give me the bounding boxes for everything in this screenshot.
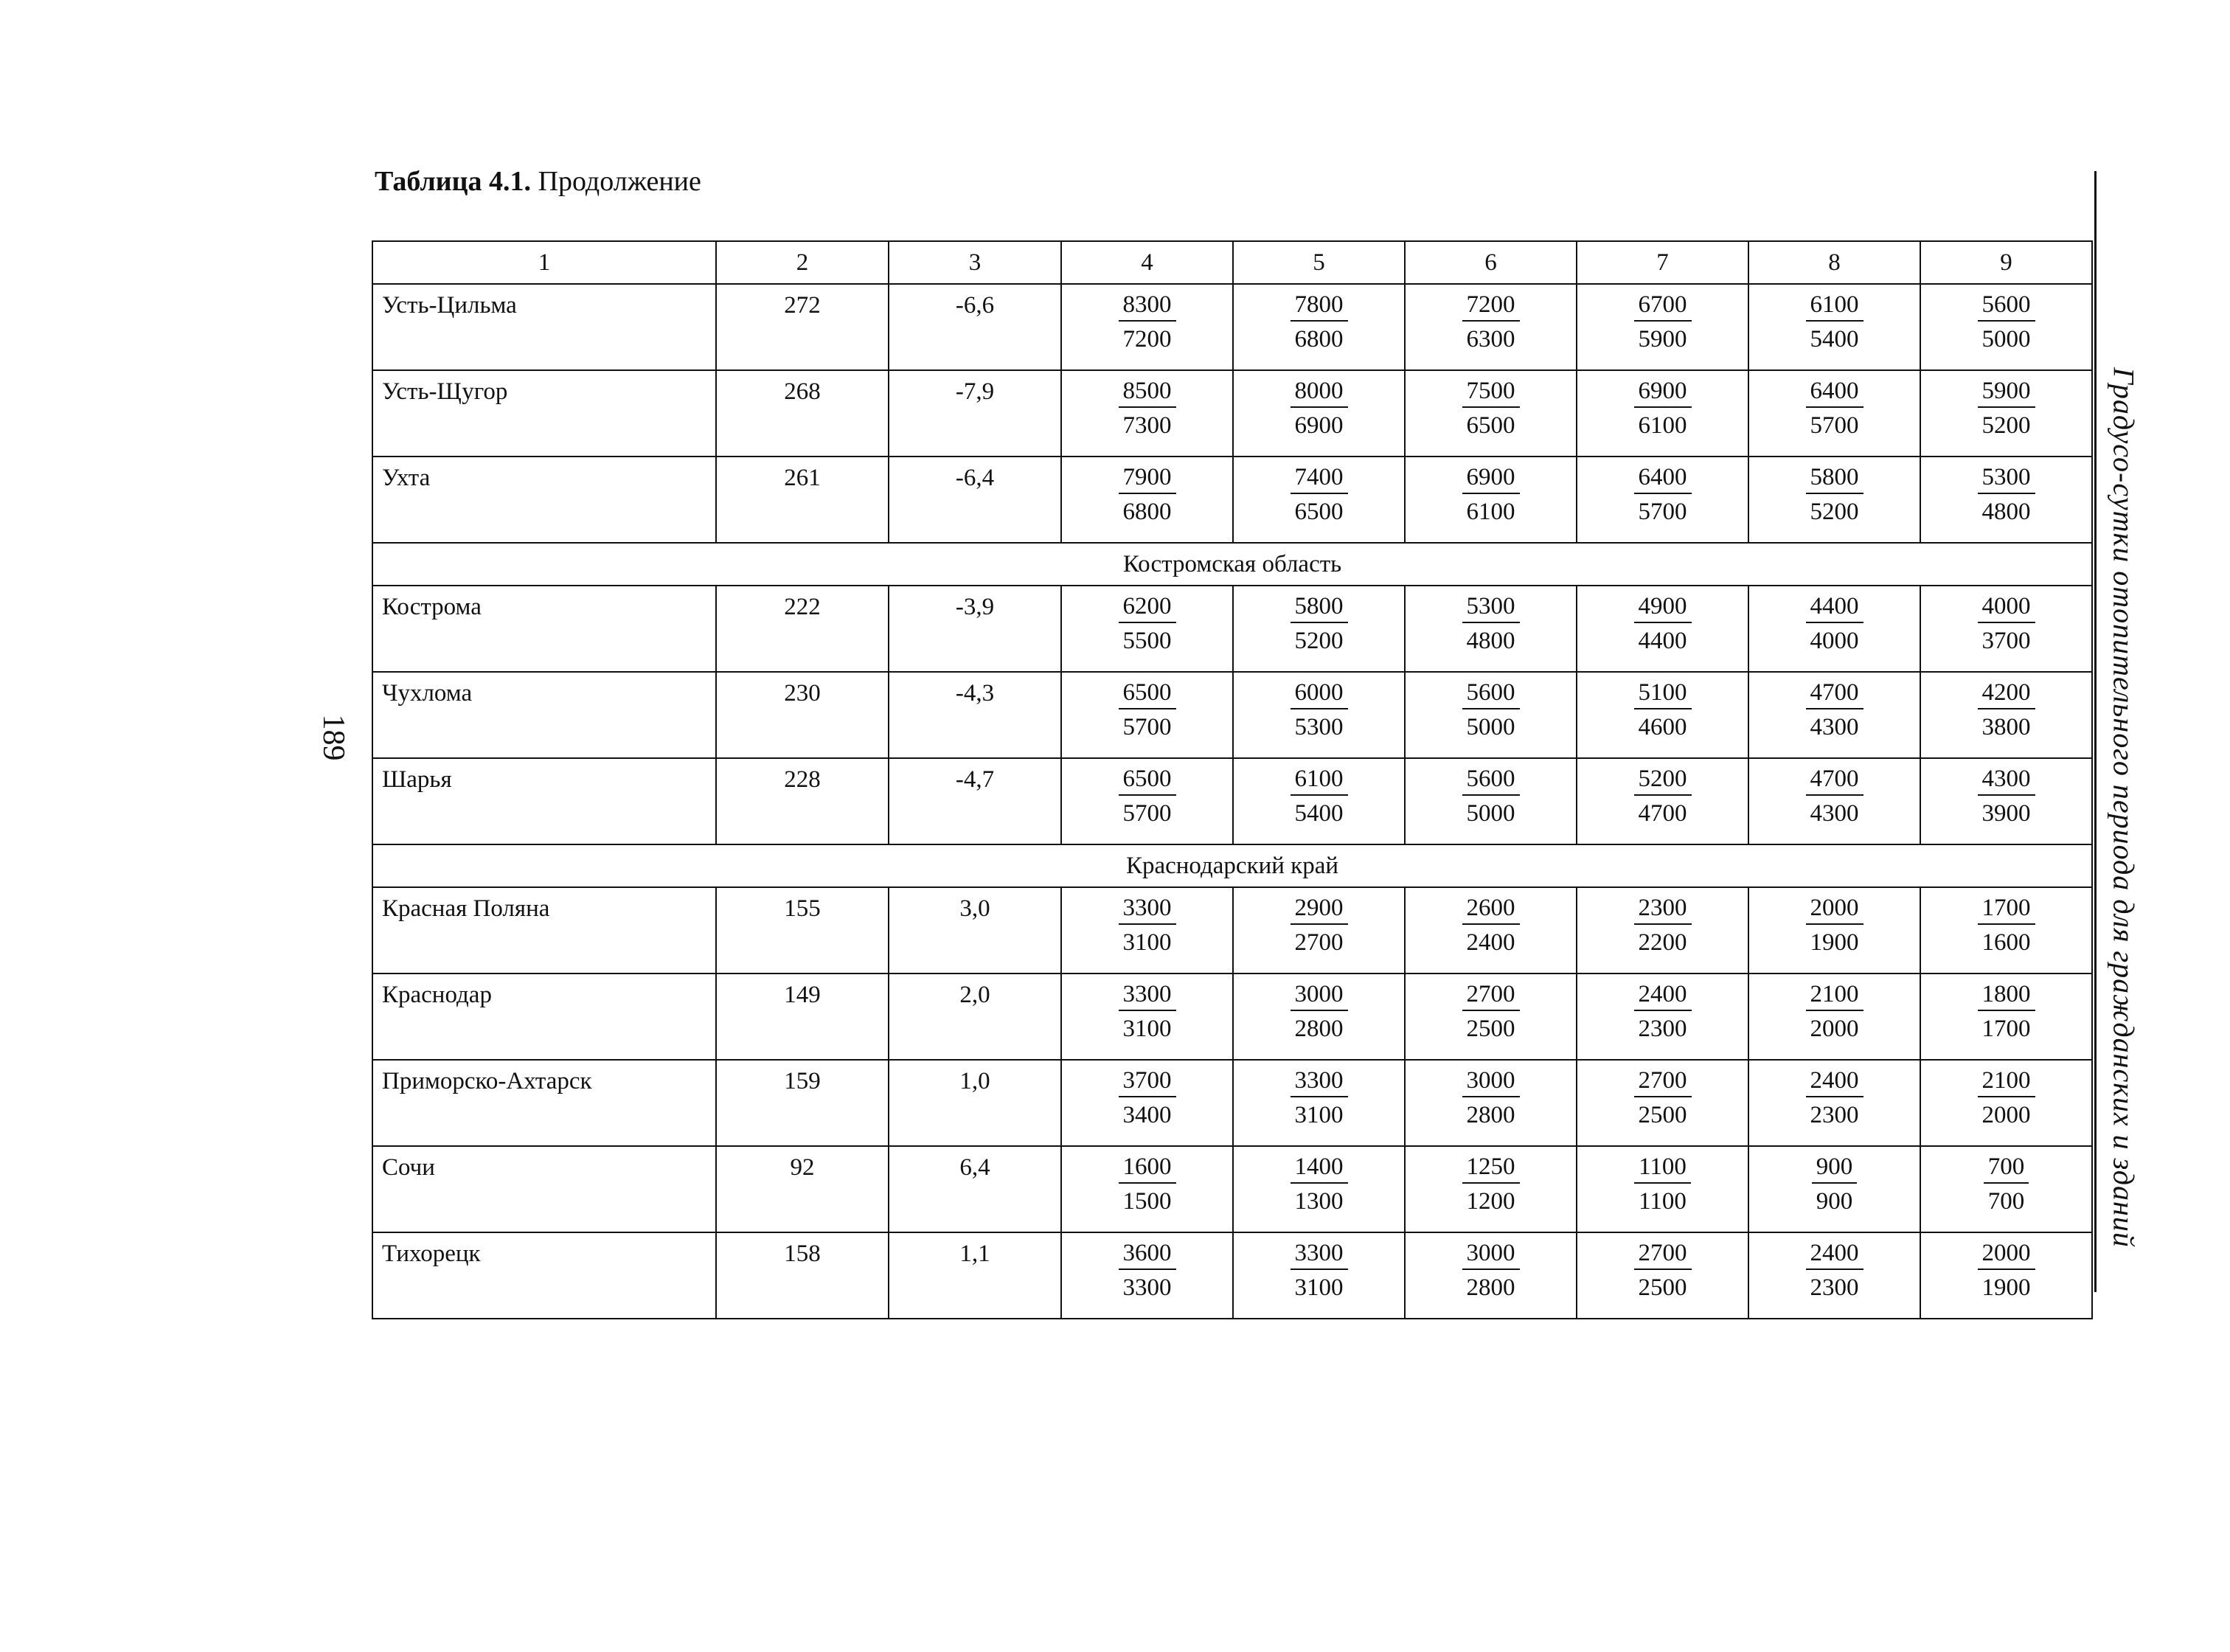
- settlement-name: Кострома: [372, 586, 716, 672]
- degree-days-cell: [1748, 758, 1920, 844]
- fraction-denominator: 7300: [1122, 412, 1172, 439]
- degree-days-cell: [1920, 1146, 2092, 1232]
- fraction-numerator: 1800: [1978, 980, 2035, 1011]
- fraction-numerator: 6500: [1119, 765, 1176, 796]
- degree-days-cell: [1920, 586, 2092, 672]
- value-col-2: 261: [716, 457, 889, 543]
- fraction-denominator: 5700: [1122, 714, 1172, 740]
- column-header: 5: [1233, 241, 1405, 284]
- fraction-denominator: 5200: [1810, 499, 1859, 525]
- degree-days-cell: [1748, 1232, 1920, 1319]
- value-col-2: 149: [716, 974, 889, 1060]
- degree-days-cell: [1748, 457, 1920, 543]
- value-col-2: 158: [716, 1232, 889, 1319]
- degree-days-cell: [1061, 457, 1233, 543]
- settlement-name: Сочи: [372, 1146, 716, 1232]
- fraction-denominator: 3300: [1122, 1274, 1172, 1301]
- degree-days-cell: [1405, 672, 1577, 758]
- fraction-numerator: 2300: [1634, 894, 1692, 925]
- fraction-numerator: 3600: [1119, 1239, 1176, 1270]
- value-col-2: 272: [716, 284, 889, 370]
- fraction-numerator: 2600: [1462, 894, 1520, 925]
- table-row: [372, 370, 2092, 457]
- degree-days-cell: [1061, 974, 1233, 1060]
- degree-days-cell: [1233, 974, 1405, 1060]
- settlement-name: Усть-Цильма: [372, 284, 716, 370]
- table-row: [372, 284, 2092, 370]
- fraction-denominator: 2300: [1810, 1102, 1859, 1128]
- degree-days-cell: [1577, 887, 1748, 974]
- fraction-numerator: 3300: [1119, 980, 1176, 1011]
- fraction-denominator: 2300: [1638, 1016, 1687, 1042]
- fraction-numerator: 4000: [1978, 592, 2035, 623]
- fraction-denominator: 5400: [1810, 326, 1859, 353]
- column-header: 4: [1061, 241, 1233, 284]
- degree-days-cell: [1405, 284, 1577, 370]
- column-header: 6: [1405, 241, 1577, 284]
- fraction-denominator: 2800: [1466, 1274, 1515, 1301]
- fraction-denominator: 4800: [1466, 628, 1515, 654]
- fraction-denominator: 3100: [1294, 1274, 1344, 1301]
- table-row: [372, 672, 2092, 758]
- fraction-numerator: 5300: [1978, 463, 2035, 494]
- column-header: 7: [1577, 241, 1748, 284]
- fraction-numerator: 7900: [1119, 463, 1176, 494]
- fraction-denominator: 3800: [1981, 714, 2031, 740]
- fraction-numerator: 6900: [1634, 377, 1692, 408]
- value-col-2: 159: [716, 1060, 889, 1146]
- fraction-denominator: 900: [1816, 1188, 1853, 1215]
- fraction-numerator: 3000: [1291, 980, 1348, 1011]
- column-header: 3: [889, 241, 1061, 284]
- region-row: [372, 844, 2092, 887]
- fraction-numerator: 3300: [1119, 894, 1176, 925]
- fraction-denominator: 700: [1987, 1188, 2025, 1215]
- fraction-denominator: 5700: [1122, 800, 1172, 827]
- settlement-name: Шарья: [372, 758, 716, 844]
- degree-days-cell: [1748, 1146, 1920, 1232]
- fraction-numerator: 6200: [1119, 592, 1176, 623]
- degree-days-cell: [1405, 887, 1577, 974]
- fraction-denominator: 6100: [1638, 412, 1687, 439]
- value-col-3: -6,6: [889, 284, 1061, 370]
- degree-days-cell: [1577, 974, 1748, 1060]
- fraction-numerator: 2400: [1806, 1066, 1863, 1097]
- heating-degree-days-table: [372, 240, 2093, 1319]
- degree-days-cell: [1061, 284, 1233, 370]
- settlement-name: Краснодар: [372, 974, 716, 1060]
- degree-days-cell: [1233, 457, 1405, 543]
- fraction-denominator: 6800: [1294, 326, 1344, 353]
- settlement-name: Тихорецк: [372, 1232, 716, 1319]
- degree-days-cell: [1405, 974, 1577, 1060]
- fraction-denominator: 2800: [1466, 1102, 1515, 1128]
- fraction-denominator: 6500: [1466, 412, 1515, 439]
- fraction-denominator: 2300: [1810, 1274, 1859, 1301]
- fraction-numerator: 5600: [1462, 678, 1520, 709]
- fraction-numerator: 6500: [1119, 678, 1176, 709]
- fraction-denominator: 4300: [1810, 800, 1859, 827]
- fraction-denominator: 1300: [1294, 1188, 1344, 1215]
- fraction-denominator: 3100: [1122, 1016, 1172, 1042]
- value-col-3: 2,0: [889, 974, 1061, 1060]
- fraction-numerator: 4200: [1978, 678, 2035, 709]
- fraction-numerator: 4700: [1806, 765, 1863, 796]
- degree-days-cell: [1920, 887, 2092, 974]
- fraction-denominator: 1900: [1810, 929, 1859, 956]
- fraction-denominator: 1600: [1981, 929, 2031, 956]
- fraction-denominator: 5900: [1638, 326, 1687, 353]
- degree-days-cell: [1748, 887, 1920, 974]
- table-header-row: [372, 241, 2092, 284]
- degree-days-cell: [1748, 974, 1920, 1060]
- fraction-denominator: 3900: [1981, 800, 2031, 827]
- fraction-denominator: 5200: [1981, 412, 2031, 439]
- degree-days-cell: [1577, 457, 1748, 543]
- fraction-denominator: 5000: [1466, 714, 1515, 740]
- degree-days-cell: [1405, 1146, 1577, 1232]
- fraction-numerator: 2700: [1634, 1066, 1692, 1097]
- fraction-denominator: 4800: [1981, 499, 2031, 525]
- fraction-numerator: 2700: [1634, 1239, 1692, 1270]
- degree-days-cell: [1405, 1232, 1577, 1319]
- fraction-numerator: 5900: [1978, 377, 2035, 408]
- fraction-denominator: 1100: [1639, 1188, 1687, 1215]
- fraction-numerator: 5800: [1291, 592, 1348, 623]
- fraction-denominator: 6300: [1466, 326, 1515, 353]
- fraction-numerator: 3000: [1462, 1066, 1520, 1097]
- fraction-numerator: 4700: [1806, 678, 1863, 709]
- degree-days-cell: [1920, 457, 2092, 543]
- degree-days-cell: [1748, 370, 1920, 457]
- fraction-denominator: 1900: [1981, 1274, 2031, 1301]
- table-row: [372, 457, 2092, 543]
- table-row: [372, 586, 2092, 672]
- degree-days-cell: [1405, 370, 1577, 457]
- value-col-3: -3,9: [889, 586, 1061, 672]
- degree-days-cell: [1061, 1232, 1233, 1319]
- value-col-2: 222: [716, 586, 889, 672]
- fraction-numerator: 5100: [1634, 678, 1692, 709]
- value-col-3: -6,4: [889, 457, 1061, 543]
- degree-days-cell: [1061, 887, 1233, 974]
- fraction-numerator: 3700: [1119, 1066, 1176, 1097]
- degree-days-cell: [1920, 758, 2092, 844]
- fraction-denominator: 4600: [1638, 714, 1687, 740]
- column-header: 9: [1920, 241, 2092, 284]
- fraction-numerator: 6700: [1634, 291, 1692, 322]
- degree-days-cell: [1577, 586, 1748, 672]
- fraction-numerator: 4400: [1806, 592, 1863, 623]
- value-col-3: 1,0: [889, 1060, 1061, 1146]
- fraction-denominator: 1700: [1981, 1016, 2031, 1042]
- fraction-numerator: 7200: [1462, 291, 1520, 322]
- fraction-numerator: 2000: [1806, 894, 1863, 925]
- fraction-denominator: 6500: [1294, 499, 1344, 525]
- value-col-2: 268: [716, 370, 889, 457]
- degree-days-cell: [1233, 1146, 1405, 1232]
- fraction-numerator: 1600: [1119, 1153, 1176, 1184]
- value-col-3: 6,4: [889, 1146, 1061, 1232]
- fraction-numerator: 2100: [1978, 1066, 2035, 1097]
- fraction-numerator: 6100: [1806, 291, 1863, 322]
- fraction-numerator: 7400: [1291, 463, 1348, 494]
- degree-days-cell: [1061, 758, 1233, 844]
- degree-days-cell: [1061, 1146, 1233, 1232]
- fraction-numerator: 2700: [1462, 980, 1520, 1011]
- degree-days-cell: [1405, 586, 1577, 672]
- fraction-denominator: 3700: [1981, 628, 2031, 654]
- fraction-numerator: 6400: [1806, 377, 1863, 408]
- degree-days-cell: [1405, 457, 1577, 543]
- fraction-numerator: 2400: [1806, 1239, 1863, 1270]
- fraction-denominator: 4300: [1810, 714, 1859, 740]
- degree-days-cell: [1061, 1060, 1233, 1146]
- fraction-numerator: 8000: [1291, 377, 1348, 408]
- fraction-numerator: 5600: [1462, 765, 1520, 796]
- fraction-denominator: 5700: [1810, 412, 1859, 439]
- degree-days-cell: [1920, 1232, 2092, 1319]
- value-col-2: 155: [716, 887, 889, 974]
- fraction-denominator: 6900: [1294, 412, 1344, 439]
- fraction-numerator: 1250: [1462, 1153, 1520, 1184]
- fraction-numerator: 6000: [1291, 678, 1348, 709]
- degree-days-cell: [1577, 1146, 1748, 1232]
- fraction-denominator: 6800: [1122, 499, 1172, 525]
- settlement-name: Усть-Щугор: [372, 370, 716, 457]
- value-col-3: -7,9: [889, 370, 1061, 457]
- fraction-denominator: 5200: [1294, 628, 1344, 654]
- fraction-denominator: 2200: [1638, 929, 1687, 956]
- region-title: Костромская область: [372, 543, 2092, 586]
- fraction-denominator: 6100: [1466, 499, 1515, 525]
- degree-days-cell: [1405, 758, 1577, 844]
- degree-days-cell: [1233, 1232, 1405, 1319]
- fraction-denominator: 5500: [1122, 628, 1172, 654]
- fraction-numerator: 3000: [1462, 1239, 1520, 1270]
- degree-days-cell: [1920, 284, 2092, 370]
- fraction-denominator: 7200: [1122, 326, 1172, 353]
- degree-days-cell: [1233, 284, 1405, 370]
- fraction-denominator: 3100: [1294, 1102, 1344, 1128]
- settlement-name: Приморско-Ахтарск: [372, 1060, 716, 1146]
- value-col-3: 3,0: [889, 887, 1061, 974]
- fraction-numerator: 2900: [1291, 894, 1348, 925]
- table-row: [372, 758, 2092, 844]
- fraction-denominator: 3100: [1122, 929, 1172, 956]
- column-header: 1: [372, 241, 716, 284]
- fraction-numerator: 7500: [1462, 377, 1520, 408]
- table-row: [372, 887, 2092, 974]
- degree-days-cell: [1233, 758, 1405, 844]
- fraction-numerator: 4900: [1634, 592, 1692, 623]
- settlement-name: Красная Поляна: [372, 887, 716, 974]
- table-row: [372, 1232, 2092, 1319]
- fraction-numerator: 3300: [1291, 1066, 1348, 1097]
- fraction-denominator: 5400: [1294, 800, 1344, 827]
- degree-days-cell: [1061, 370, 1233, 457]
- degree-days-cell: [1748, 672, 1920, 758]
- value-col-3: -4,3: [889, 672, 1061, 758]
- degree-days-cell: [1061, 672, 1233, 758]
- fraction-denominator: 4700: [1638, 800, 1687, 827]
- fraction-numerator: 1400: [1291, 1153, 1348, 1184]
- fraction-numerator: 8300: [1119, 291, 1176, 322]
- fraction-denominator: 5000: [1466, 800, 1515, 827]
- fraction-numerator: 5200: [1634, 765, 1692, 796]
- degree-days-cell: [1233, 586, 1405, 672]
- table-row: [372, 1146, 2092, 1232]
- fraction-denominator: 2500: [1638, 1274, 1687, 1301]
- fraction-numerator: 6400: [1634, 463, 1692, 494]
- degree-days-cell: [1577, 758, 1748, 844]
- fraction-numerator: 6100: [1291, 765, 1348, 796]
- fraction-numerator: 7800: [1291, 291, 1348, 322]
- settlement-name: Чухлома: [372, 672, 716, 758]
- fraction-denominator: 2000: [1810, 1016, 1859, 1042]
- table-row: [372, 1060, 2092, 1146]
- fraction-numerator: 3300: [1291, 1239, 1348, 1270]
- fraction-denominator: 5000: [1981, 326, 2031, 353]
- table-caption: [375, 165, 701, 198]
- fraction-denominator: 3400: [1122, 1102, 1172, 1128]
- degree-days-cell: [1920, 1060, 2092, 1146]
- fraction-numerator: 1700: [1978, 894, 2035, 925]
- value-col-3: -4,7: [889, 758, 1061, 844]
- fraction-denominator: 4000: [1810, 628, 1859, 654]
- table-caption-text: Продолжение: [538, 166, 701, 197]
- fraction-numerator: 5300: [1462, 592, 1520, 623]
- fraction-numerator: 2400: [1634, 980, 1692, 1011]
- degree-days-cell: [1577, 1232, 1748, 1319]
- region-title: Краснодарский край: [372, 844, 2092, 887]
- degree-days-cell: [1233, 370, 1405, 457]
- fraction-denominator: 1200: [1466, 1188, 1515, 1215]
- fraction-numerator: 6900: [1462, 463, 1520, 494]
- degree-days-cell: [1920, 974, 2092, 1060]
- table-row: [372, 974, 2092, 1060]
- column-header: 8: [1748, 241, 1920, 284]
- degree-days-cell: [1405, 1060, 1577, 1146]
- degree-days-cell: [1577, 1060, 1748, 1146]
- degree-days-cell: [1577, 370, 1748, 457]
- page-number: 189: [316, 714, 350, 761]
- degree-days-cell: [1233, 1060, 1405, 1146]
- value-col-2: 92: [716, 1146, 889, 1232]
- fraction-denominator: 2500: [1638, 1102, 1687, 1128]
- fraction-denominator: 2400: [1466, 929, 1515, 956]
- fraction-denominator: 1500: [1122, 1188, 1172, 1215]
- fraction-numerator: 4300: [1978, 765, 2035, 796]
- fraction-numerator: 5800: [1806, 463, 1863, 494]
- fraction-numerator: 1100: [1634, 1153, 1691, 1184]
- degree-days-cell: [1748, 1060, 1920, 1146]
- running-header-title: Градусо-сутки отопительного периода для гражданских и зданий: [2107, 367, 2141, 1248]
- fraction-numerator: 700: [1984, 1153, 2029, 1184]
- degree-days-cell: [1920, 370, 2092, 457]
- fraction-denominator: 2000: [1981, 1102, 2031, 1128]
- value-col-2: 228: [716, 758, 889, 844]
- fraction-numerator: 2100: [1806, 980, 1863, 1011]
- value-col-2: 230: [716, 672, 889, 758]
- fraction-numerator: 8500: [1119, 377, 1176, 408]
- column-header: 2: [716, 241, 889, 284]
- value-col-3: 1,1: [889, 1232, 1061, 1319]
- degree-days-cell: [1061, 586, 1233, 672]
- degree-days-cell: [1233, 672, 1405, 758]
- side-divider-rule: [2094, 171, 2097, 1292]
- degree-days-cell: [1748, 586, 1920, 672]
- fraction-denominator: 2700: [1294, 929, 1344, 956]
- table-caption-label: Таблица 4.1.: [375, 166, 532, 197]
- fraction-numerator: 2000: [1978, 1239, 2035, 1270]
- degree-days-cell: [1920, 672, 2092, 758]
- degree-days-cell: [1233, 887, 1405, 974]
- table-body: [372, 284, 2092, 1319]
- settlement-name: Ухта: [372, 457, 716, 543]
- fraction-denominator: 5700: [1638, 499, 1687, 525]
- degree-days-cell: [1748, 284, 1920, 370]
- fraction-numerator: 5600: [1978, 291, 2035, 322]
- fraction-denominator: 5300: [1294, 714, 1344, 740]
- fraction-denominator: 4400: [1638, 628, 1687, 654]
- region-row: [372, 543, 2092, 586]
- fraction-numerator: 900: [1812, 1153, 1858, 1184]
- degree-days-cell: [1577, 284, 1748, 370]
- degree-days-cell: [1577, 672, 1748, 758]
- fraction-denominator: 2800: [1294, 1016, 1344, 1042]
- fraction-denominator: 2500: [1466, 1016, 1515, 1042]
